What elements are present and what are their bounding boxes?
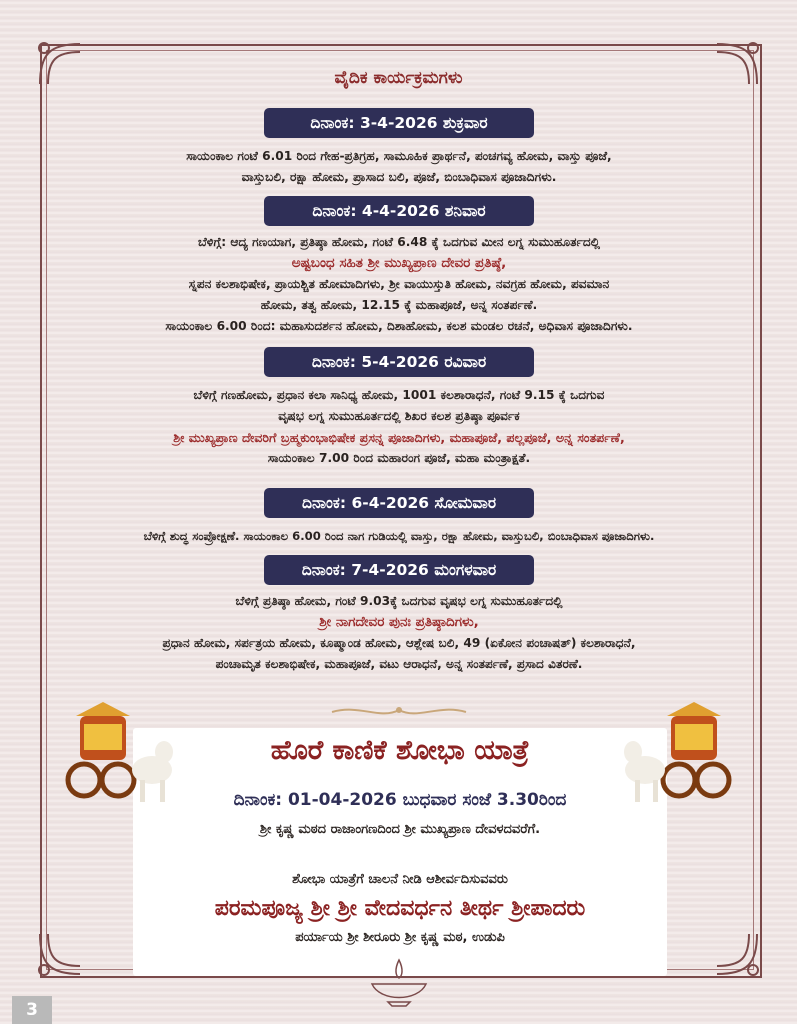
schedule-highlight-line: ಶ್ರೀ ಮುಖ್ಯಪ್ರಾಣ ದೇವರಿಗೆ ಬ್ರಹ್ಮಕುಂಭಾಭಿಷೇಕ ಪ್ರಸನ್ನ ಪೂಜಾದಿಗಳು, ಮಹಾಪೂಜೆ, ಪಲ್ಲಪೂಜೆ, ಅನ್ನ ಸಂತರ್ಪಣೆ, [173,430,625,445]
day2-schedule [62,232,736,337]
day5-schedule [62,591,736,675]
schedule-line: ವೃಷಭ ಲಗ್ನ ಸುಮುಹೂರ್ತದಲ್ಲಿ ಶಿಖರ ಕಲಶ ಪ್ರತಿಷ್ಠಾ ಪೂರ್ವಕ [278,409,520,423]
schedule-line: ಬೆಳಿಗ್ಗೆ: ಆದ್ಯ ಗಣಯಾಗ, ಪ್ರತಿಷ್ಠಾ ಹೋಮ, ಗಂಟೆ 6.48 ಕ್ಕೆ ಒದಗುವ ಮೀನ ಲಗ್ನ ಸುಮುಹೂರ್ತದಲ್ಲಿ [197,235,600,249]
schedule-line: ಸಾಯಂಕಾಲ 6.00 ರಿಂದ: ಮಹಾಸುದರ್ಶನ ಹೋಮ, ದಿಶಾಹೋಮ, ಕಲಶ ಮಂಡಲ ರಚನೆ, ಅಧಿವಾಸ ಪೂಜಾದಿಗಳು. [165,319,633,333]
schedule-line: ಬೆಳಿಗ್ಗೆ ಶುದ್ಧ ಸಂಪ್ರೋಕ್ಷಣೆ. ಸಾಯಂಕಾಲ 6.00 ರಿಂದ ನಾಗ ಗುಡಿಯಲ್ಲಿ ವಾಸ್ತು, ರಕ್ಷಾ ಹೋಮ, ವಾಸ್ತುಬಲಿ, ಬಿಂಬಾಧಿವಾಸ ಪೂಜಾದಿಗಳು. [143,529,655,543]
day4-schedule [62,526,736,547]
corner-flourish-icon [30,924,90,984]
page-title: ವೈದಿಕ ಕಾರ್ಯಕ್ರಮಗಳು [334,68,463,88]
schedule-line: ಬೆಳಿಗ್ಗೆ ಪ್ರತಿಷ್ಠಾ ಹೋಮ, ಗಂಟೆ 9.03ಕ್ಕೆ ಒದಗುವ ವೃಷಭ ಲಗ್ನ ಸುಮುಹೂರ್ತದಲ್ಲಿ [235,594,563,608]
schedule-line: ಸ್ನಪನ ಕಲಶಾಭಿಷೇಕ, ಪ್ರಾಯಶ್ಚಿತ ಹೋಮಾದಿಗಳು, ಶ್ರೀ ವಾಯುಸ್ತುತಿ ಹೋಮ, ನವಗ್ರಹ ಹೋಮ, ಪವಮಾನ [188,277,610,291]
schedule-line: ಬೆಳಿಗ್ಗೆ ಗಣಹೋಮ, ಪ್ರಧಾನ ಕಲಾ ಸಾನಿಧ್ಯ ಹೋಮ, 1001 ಕಲಶಾರಾಧನೆ, ಗಂಟೆ 9.15 ಕ್ಕೆ ಒದಗುವ [193,388,605,402]
day1-schedule [62,146,736,188]
schedule-line: ಹೋಮ, ತತ್ವ ಹೋಮ, 12.15 ಕ್ಕೆ ಮಹಾಪೂಜೆ, ಅನ್ನ ಸಂತರ್ಪಣೆ. [260,298,538,312]
procession-title: ಹೊರೆ ಕಾಣಿಕೆ ಶೋಭಾ ಯಾತ್ರೆ [270,735,530,766]
schedule-line: ಸಾಯಂಕಾಲ ಗಂಟೆ 6.01 ರಿಂದ ಗೇಹ-ಪ್ರತಿಗ್ರಹ, ಸಾಮೂಹಿಕ ಪ್ರಾರ್ಥನೆ, ಪಂಚಗವ್ಯ ಹೋಮ, ವಾಸ್ತು ಪೂಜೆ, [186,149,612,163]
schedule-line: ವಾಸ್ತುಬಲಿ, ರಕ್ಷಾ ಹೋಮ, ಪ್ರಾಸಾದ ಬಲಿ, ಪೂಜೆ, ಬಿಂಬಾಧಿವಾಸ ಪೂಜಾದಿಗಳು. [241,170,557,184]
procession-date: ದಿನಾಂಕ: 01-04-2026 ಬುಧವಾರ ಸಂಜೆ 3.30ರಿಂದ [233,790,567,810]
schedule-line: ಸಾಯಂಕಾಲ 7.00 ರಿಂದ ಮಹಾರಂಗ ಪೂಜೆ, ಮಹಾ ಮಂತ್ರಾಕ್ಷತೆ. [267,451,531,465]
procession-blessing: ಶೋಭಾ ಯಾತ್ರೆಗೆ ಚಾಲನೆ ನೀಡಿ ಆಶೀರ್ವದಿಸುವವರು [292,872,508,887]
schedule-highlight-line: ಅಷ್ಟಬಂಧ ಸಹಿತ ಶ್ರೀ ಮುಖ್ಯಪ್ರಾಣ ದೇವರ ಪ್ರತಿಷ್ಠೆ, [291,255,507,271]
page-number: 3 [12,996,52,1024]
date-heading-day2: ದಿನಾಂಕ: 4-4-2026 ಶನಿವಾರ [264,196,534,226]
oil-lamp-icon [366,958,432,1008]
procession-swami: ಪರಮಪೂಜ್ಯ ಶ್ರೀ ಶ್ರೀ ವೇದವರ್ಧನ ತೀರ್ಥ ಶ್ರೀಪಾದರು [214,896,586,921]
day3-schedule [62,385,736,469]
date-heading-day5: ದಿನಾಂಕ: 7-4-2026 ಮಂಗಳವಾರ [264,555,534,585]
date-heading-day1: ದಿನಾಂಕ: 3-4-2026 ಶುಕ್ರವಾರ [264,108,534,138]
divider-ornament-icon [330,702,468,722]
schedule-highlight-line: ಶ್ರೀ ನಾಗದೇವರ ಪುನಃ ಪ್ರತಿಷ್ಠಾದಿಗಳು, [319,614,479,630]
date-heading-day4: ದಿನಾಂಕ: 6-4-2026 ಸೋಮವಾರ [264,488,534,518]
schedule-line: ಪಂಚಾಮೃತ ಕಲಶಾಭಿಷೇಕ, ಮಹಾಪೂಜೆ, ವಟು ಆರಾಧನೆ, ಅನ್ನ ಸಂತರ್ಪಣೆ, ಪ್ರಸಾದ ವಿತರಣೆ. [215,657,583,671]
procession-route: ಶ್ರೀ ಕೃಷ್ಣ ಮಠದ ರಾಜಾಂಗಣದಿಂದ ಶ್ರೀ ಮುಖ್ಯಪ್ರಾಣ ದೇವಳದವರೆಗೆ. [259,822,541,837]
procession-math: ಪರ್ಯಾಯ ಶ್ರೀ ಶೀರೂರು ಶ್ರೀ ಕೃಷ್ಣ ಮಠ, ಉಡುಪಿ [295,930,505,945]
date-heading-day3: ದಿನಾಂಕ: 5-4-2026 ರವಿವಾರ [264,347,534,377]
schedule-line: ಪ್ರಧಾನ ಹೋಮ, ಸರ್ಪತ್ರಯ ಹೋಮ, ಕೂಷ್ಮಾಂಡ ಹೋಮ, ಆಶ್ಲೇಷ ಬಲಿ, 49 (ಏಕೋನ ಪಂಚಾಷತ್) ಕಲಶಾರಾಧನೆ, [162,636,636,650]
corner-flourish-icon [707,924,767,984]
